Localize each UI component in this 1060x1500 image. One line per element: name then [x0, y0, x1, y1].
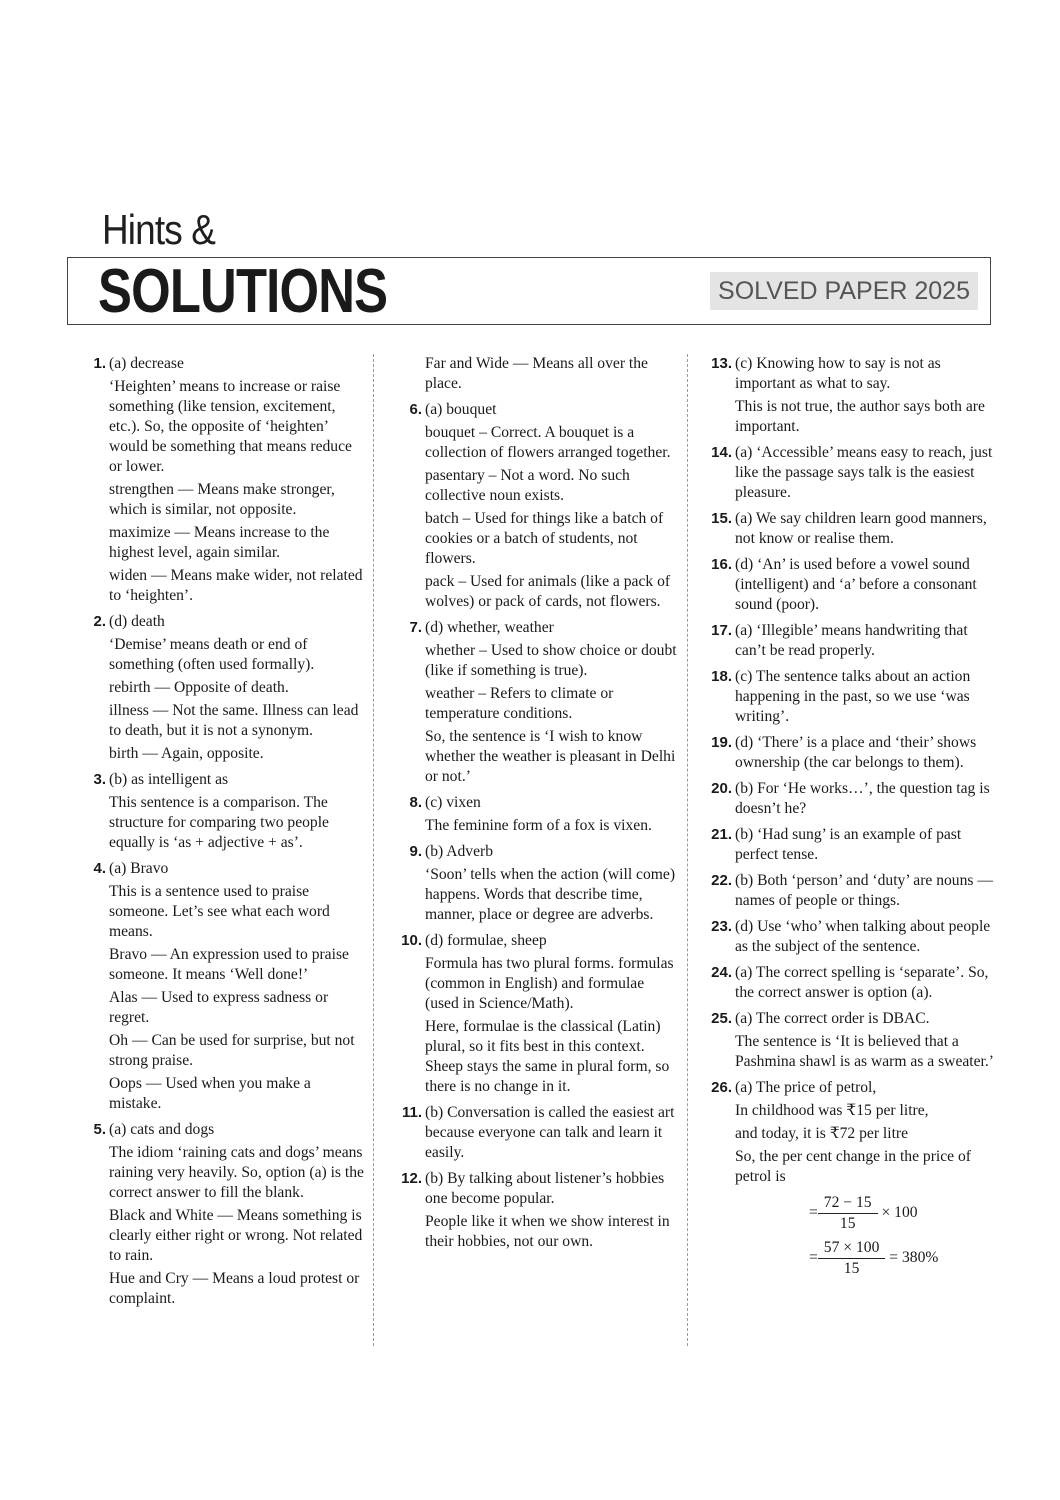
numerator: 57 × 100 — [818, 1238, 886, 1259]
question-number: 22. — [711, 872, 732, 889]
question-number: 1. — [93, 355, 106, 372]
answer-option: (d) ‘There’ is a place and ‘their’ shows ownership (the car belongs to them). — [735, 734, 977, 771]
solution-item — [78, 354, 364, 606]
question-number: 21. — [711, 826, 732, 843]
explanation-paragraph: and today, it is ₹72 per litre — [735, 1125, 909, 1142]
explanation-paragraph: This is a sentence used to praise someone. Let’s see what each word means. — [109, 883, 330, 940]
answer-option: (b) ‘Had sung’ is an example of past perfect tense. — [735, 826, 962, 863]
explanation-paragraph: Formula has two plural forms. formulas (common in English) and formulae (used in Science/Math). — [425, 955, 674, 1012]
explanation-paragraph: This sentence is a comparison. The structure for comparing two people equally is ‘as + adjective + as’. — [109, 794, 329, 851]
question-number: 24. — [711, 964, 732, 981]
answer-option: (a) The price of petrol, — [735, 1079, 877, 1096]
explanation-paragraph: maximize — Means increase to the highest level, again similar. — [109, 524, 330, 561]
solution-item — [394, 931, 680, 1097]
solution-item — [704, 1009, 996, 1072]
fraction — [818, 1238, 886, 1279]
answer-option: (c) The sentence talks about an action happening in the past, so we use ‘was writing’. — [735, 668, 971, 725]
column-divider — [373, 354, 374, 1346]
explanation-paragraph: widen — Means make wider, not related to ‘heighten’. — [109, 567, 363, 604]
answer-option: (a) ‘Accessible’ means easy to reach, just like the passage says talk is the easiest pleasure. — [735, 444, 993, 501]
explanation-paragraph: The feminine form of a fox is vixen. — [425, 817, 652, 834]
equals-sign: = — [809, 1249, 818, 1267]
question-number: 25. — [711, 1010, 732, 1027]
answer-option: (d) Use ‘who’ when talking about people as the subject of the sentence. — [735, 918, 991, 955]
numerator: 72 − 15 — [818, 1193, 878, 1214]
answer-option: (c) Knowing how to say is not as important as what to say. — [735, 355, 941, 392]
question-number: 9. — [409, 843, 422, 860]
answer-option: (a) Bravo — [109, 860, 169, 877]
answer-option: (b) Adverb — [425, 843, 493, 860]
question-number: 14. — [711, 444, 732, 461]
explanation-paragraph: Here, formulae is the classical (Latin) plural, so it fits best in this context. Sheep stays the same in plural form, so there is no change in it. — [425, 1018, 670, 1095]
solution-item — [78, 1120, 364, 1309]
question-number: 11. — [401, 1104, 422, 1121]
explanation-paragraph: illness — Not the same. Illness can lead to death, but it is not a synonym. — [109, 702, 359, 739]
explanation-paragraph: In childhood was ₹15 per litre, — [735, 1102, 929, 1119]
question-number: 4. — [93, 860, 106, 877]
question-number: 10. — [401, 932, 422, 949]
answer-option: (d) whether, weather — [425, 619, 554, 636]
solution-item — [394, 1103, 680, 1163]
answer-option: (b) For ‘He works…’, the question tag is doesn’t he? — [735, 780, 990, 817]
solution-item — [704, 733, 996, 773]
solution-item — [394, 1169, 680, 1252]
explanation-paragraph: Alas — Used to express sadness or regret. — [109, 989, 329, 1026]
solution-item — [704, 354, 996, 437]
solution-item — [704, 555, 996, 615]
denominator: 15 — [843, 1260, 860, 1277]
explanation-paragraph: whether – Used to show choice or doubt (like if something is true). — [425, 642, 677, 679]
explanation-paragraph: weather – Refers to climate or temperature conditions. — [425, 685, 614, 722]
explanation-paragraph: People like it when we show interest in their hobbies, not our own. — [425, 1213, 670, 1250]
solution-item — [704, 871, 996, 911]
solution-item — [704, 779, 996, 819]
answer-option: (d) ‘An’ is used before a vowel sound (intelligent) and ‘a’ before a consonant sound (poor). — [735, 556, 977, 613]
solution-item — [704, 963, 996, 1003]
denominator: 15 — [839, 1215, 856, 1232]
solution-item — [78, 770, 364, 853]
question-number: 16. — [711, 556, 732, 573]
percent-change-calculation — [735, 1193, 996, 1279]
explanation-paragraph: ‘Demise’ means death or end of something (often used formally). — [109, 636, 315, 673]
equation-step-1 — [809, 1193, 996, 1234]
question-number: 6. — [409, 401, 422, 418]
question-number: 20. — [711, 780, 732, 797]
explanation-paragraph: Oops — Used when you make a mistake. — [109, 1075, 311, 1112]
solution-item — [394, 400, 680, 612]
question-number: 23. — [711, 918, 732, 935]
question-number: 7. — [409, 619, 422, 636]
solution-item — [394, 842, 680, 925]
question-number: 3. — [93, 771, 106, 788]
explanation-paragraph: ‘Heighten’ means to increase or raise something (like tension, excitement, etc.). So, the opposite of ‘heighten’ would be something that means reduce or lower. — [109, 378, 352, 475]
explanation-paragraph: ‘Soon’ tells when the action (will come) happens. Words that describe time, manner, place or degree are adverbs. — [425, 866, 676, 923]
answer-option: (a) cats and dogs — [109, 1121, 215, 1138]
solutions-title: SOLUTIONS — [98, 257, 388, 326]
explanation-paragraph: This is not true, the author says both are important. — [735, 398, 985, 435]
result: = 380% — [889, 1249, 939, 1267]
explanation-paragraph: pack – Used for animals (like a pack of wolves) or pack of cards, not flowers. — [425, 573, 671, 610]
solution-item — [704, 825, 996, 865]
equation-step-2 — [809, 1238, 996, 1279]
explanation-paragraph: The idiom ‘raining cats and dogs’ means raining very heavily. So, option (a) is the correct answer to fill the blank. — [109, 1144, 364, 1201]
solution-item — [704, 1078, 996, 1279]
solution-item — [704, 621, 996, 661]
answer-option: (a) decrease — [109, 355, 184, 372]
explanation-paragraph: rebirth — Opposite of death. — [109, 679, 289, 696]
solution-item — [704, 917, 996, 957]
answer-option: (a) ‘Illegible’ means handwriting that can’t be read properly. — [735, 622, 968, 659]
solution-item — [78, 859, 364, 1114]
solution-item — [394, 618, 680, 787]
answer-option: (a) The correct spelling is ‘separate’. So, the correct answer is option (a). — [735, 964, 989, 1001]
answer-option: (b) By talking about listener’s hobbies one become popular. — [425, 1170, 665, 1207]
solution-item — [704, 509, 996, 549]
explanation-paragraph: So, the sentence is ‘I wish to know whether the weather is pleasant in Delhi or not.’ — [425, 728, 676, 785]
question-number: 26. — [711, 1079, 732, 1096]
question-number: 15. — [711, 510, 732, 527]
answer-option: (b) Conversation is called the easiest art because everyone can talk and learn it easily. — [425, 1104, 675, 1161]
solution-item — [704, 667, 996, 727]
answer-option: (b) Both ‘person’ and ‘duty’ are nouns — names of people or things. — [735, 872, 993, 909]
solution-item — [704, 443, 996, 503]
explanation-paragraph: Bravo — An expression used to praise someone. It means ‘Well done!’ — [109, 946, 349, 983]
answer-option: (a) The correct order is DBAC. — [735, 1010, 930, 1027]
explanation-paragraph: birth — Again, opposite. — [109, 745, 264, 762]
answers-column-3 — [704, 354, 996, 1285]
solutions-banner — [67, 257, 991, 325]
question-number: 8. — [409, 794, 422, 811]
explanation-paragraph: Oh — Can be used for surprise, but not strong praise. — [109, 1032, 355, 1069]
answer-option: (c) vixen — [425, 794, 481, 811]
solution-item — [78, 612, 364, 764]
explanation-paragraph: batch – Used for things like a batch of cookies or a batch of students, not flowers. — [425, 510, 664, 567]
explanation-paragraph: Black and White — Means something is clearly either right or wrong. Not related to rain. — [109, 1207, 363, 1264]
question-number: 2. — [93, 613, 106, 630]
equals-sign: = — [809, 1204, 818, 1222]
answers-column-1 — [78, 354, 364, 1315]
column-divider — [687, 354, 688, 1346]
explanation-paragraph: So, the per cent change in the price of petrol is — [735, 1148, 971, 1185]
answer-option: (d) formulae, sheep — [425, 932, 547, 949]
answer-option: (b) as intelligent as — [109, 771, 229, 788]
question-number: 13. — [711, 355, 732, 372]
solved-paper-badge: SOLVED PAPER 2025 — [710, 272, 978, 310]
answers-column-2 — [394, 354, 680, 1258]
continued-text — [394, 354, 680, 394]
explanation-paragraph: Hue and Cry — Means a loud protest or complaint. — [109, 1270, 360, 1307]
answer-option: (d) death — [109, 613, 165, 630]
explanation-paragraph: pasentary – Not a word. No such collective noun exists. — [425, 467, 630, 504]
explanation-paragraph: The sentence is ‘It is believed that a Pashmina shawl is as warm as a sweater.’ — [735, 1033, 994, 1070]
multiplier: × 100 — [881, 1204, 918, 1222]
explanation-paragraph: strengthen — Means make stronger, which is similar, not opposite. — [109, 481, 335, 518]
solution-item — [394, 793, 680, 836]
fraction — [818, 1193, 878, 1234]
answer-option: (a) bouquet — [425, 401, 497, 418]
hints-heading: Hints & — [102, 206, 215, 253]
explanation-paragraph: bouquet – Correct. A bouquet is a collection of flowers arranged together. — [425, 424, 671, 461]
question-number: 12. — [401, 1170, 422, 1187]
question-number: 19. — [711, 734, 732, 751]
question-number: 18. — [711, 668, 732, 685]
question-number: 5. — [93, 1121, 106, 1138]
answer-paragraph: Far and Wide — Means all over the place. — [425, 355, 648, 392]
question-number: 17. — [711, 622, 732, 639]
answer-option: (a) We say children learn good manners, not know or realise them. — [735, 510, 987, 547]
